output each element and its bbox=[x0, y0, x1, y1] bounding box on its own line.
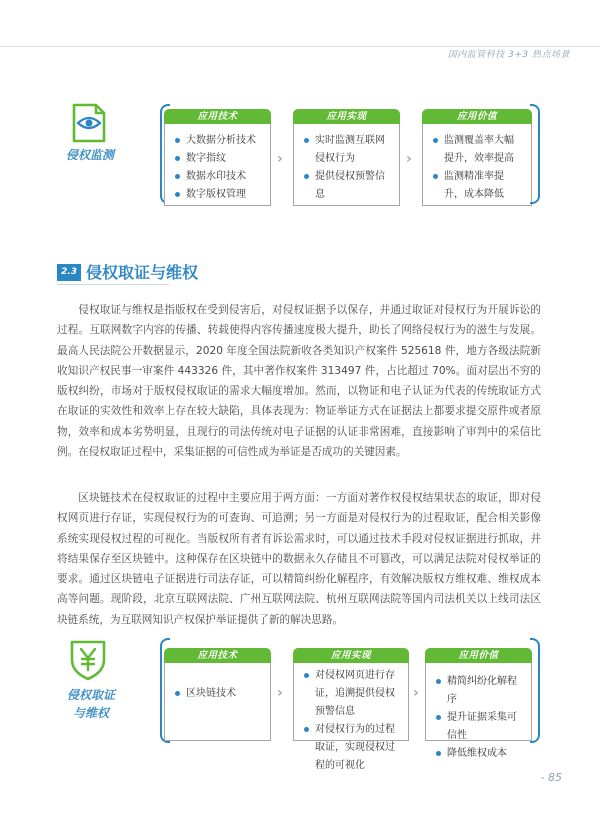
list-item: 降低维权成本 bbox=[436, 745, 523, 763]
body-paragraph: 区块链技术在侵权取证的过程中主要应用于两方面：一方面对著作权侵权结果状态的取证，即对侵权网页进行存证，实现侵权行为的可查询、可追溯；另一方面是对侵权行为的过程取证，配合相关影像系统实现侵权过程的可视化。当版权所有者有诉讼需求时，可以通过技术手段对侵权证据进行抓取，并将结果保存至区块链中。这种保存在区块链中的数据永久存储且不可篡改，可以满足法院对侵权举证的要求。通过区块链电子证据进行司法存证，可以精简纠纷化解程序，有效解决版权方维权难、维权成本高等问题。现阶段，北京互联网法院、广州互联网法院、杭州互联网法院等国内司法机关以上线司法区块链系统，为互联网知识产权保护举证提供了新的解决思路。 bbox=[57, 492, 541, 626]
list-item: 实时监测互联网侵权行为 bbox=[304, 132, 391, 168]
list-item: 对侵权网页进行存证，追溯提供侵权预警信息 bbox=[304, 667, 400, 721]
col-header: 应用实现 bbox=[293, 109, 400, 124]
block1-col-tech bbox=[164, 109, 271, 206]
list-item: 对侵权行为的过程取证，实现侵权过程的可视化 bbox=[304, 721, 400, 775]
list-item: 大数据分析技术 bbox=[175, 132, 262, 150]
block2-label-line1: 侵权取证 bbox=[66, 688, 115, 702]
page-number: - 85 bbox=[540, 771, 562, 784]
list-item: 精简纠纷化解程序 bbox=[436, 673, 523, 709]
col-body bbox=[164, 124, 271, 206]
col-header: 应用价值 bbox=[425, 648, 532, 663]
col-header: 应用价值 bbox=[422, 109, 532, 124]
yen-shield-icon bbox=[66, 638, 110, 682]
col-header: 应用实现 bbox=[293, 648, 409, 663]
col-body bbox=[425, 663, 532, 759]
block2-bracket-right bbox=[530, 638, 540, 743]
list-item: 监测精准率提升，成本降低 bbox=[433, 168, 523, 204]
section-number: 2.3 bbox=[57, 264, 81, 281]
list-item: 区块链技术 bbox=[175, 685, 262, 703]
body-paragraph: 侵权取证与维权是指版权在受到侵害后，对侵权证据予以保存，并通过取证对侵权行为开展诉讼的过程。互联网数字内容的传播、转载使得内容传播速度极大提升，助长了网络侵权行为的滋生与发展。最高人民法院公开数据显示，2020 年度全国法院新收各类知识产权案件 525618 件，地方各级法院新收知识产权民事一审案件 443326 件，其中著作权案件 313497 件，占比超过 70%。面对层出不穷的版权纠纷，市场对于版权侵权取证的需求大幅度增加。然而，以物证和电子认证为代表的传统取证方式在取证的实效性和效率上存在较大缺陷，具体表现为：物证举证方式在证据法上都要求提交原件或者原物，效率和成本劣势明显，且现行的司法传统对电子证据的认证非常困难，直接影响了审判中的采信比例。在侵权取证过程中，采集证据的可信性成为举证是否成功的关键因素。 bbox=[57, 304, 541, 459]
block1-bracket-right bbox=[530, 104, 540, 204]
col-body bbox=[293, 124, 400, 206]
col-body bbox=[422, 124, 532, 206]
running-title: 国内监管科技 3+3 热点场景 bbox=[447, 50, 570, 60]
list-item: 数字版权管理 bbox=[175, 186, 262, 204]
block2-label bbox=[46, 686, 136, 722]
block1-col-value bbox=[422, 109, 532, 206]
block2-col-impl bbox=[293, 648, 409, 771]
chevron-right-icon: › bbox=[413, 685, 419, 701]
block1-col-impl bbox=[293, 109, 400, 206]
section-title: 侵权取证与维权 bbox=[86, 263, 199, 282]
chevron-right-icon: › bbox=[277, 685, 283, 701]
list-item: 提升证据采集可信性 bbox=[436, 709, 523, 745]
block2-col-tech bbox=[164, 648, 271, 741]
block2-col-value bbox=[425, 648, 532, 759]
block1-label: 侵权监测 bbox=[65, 148, 114, 162]
chevron-right-icon: › bbox=[406, 151, 412, 167]
document-eye-icon bbox=[66, 101, 110, 145]
list-item: 监测覆盖率大幅提升，效率提高 bbox=[433, 132, 523, 168]
list-item: 数据水印技术 bbox=[175, 168, 262, 186]
list-item: 数字指纹 bbox=[175, 150, 262, 168]
col-header: 应用技术 bbox=[164, 109, 271, 124]
col-body bbox=[164, 663, 271, 741]
col-header: 应用技术 bbox=[164, 648, 271, 663]
block2-label-line2: 与维权 bbox=[72, 706, 109, 720]
col-body bbox=[293, 663, 409, 771]
list-item: 提供侵权预警信息 bbox=[304, 168, 391, 204]
section-rule bbox=[57, 284, 169, 285]
chevron-right-icon: › bbox=[277, 151, 283, 167]
